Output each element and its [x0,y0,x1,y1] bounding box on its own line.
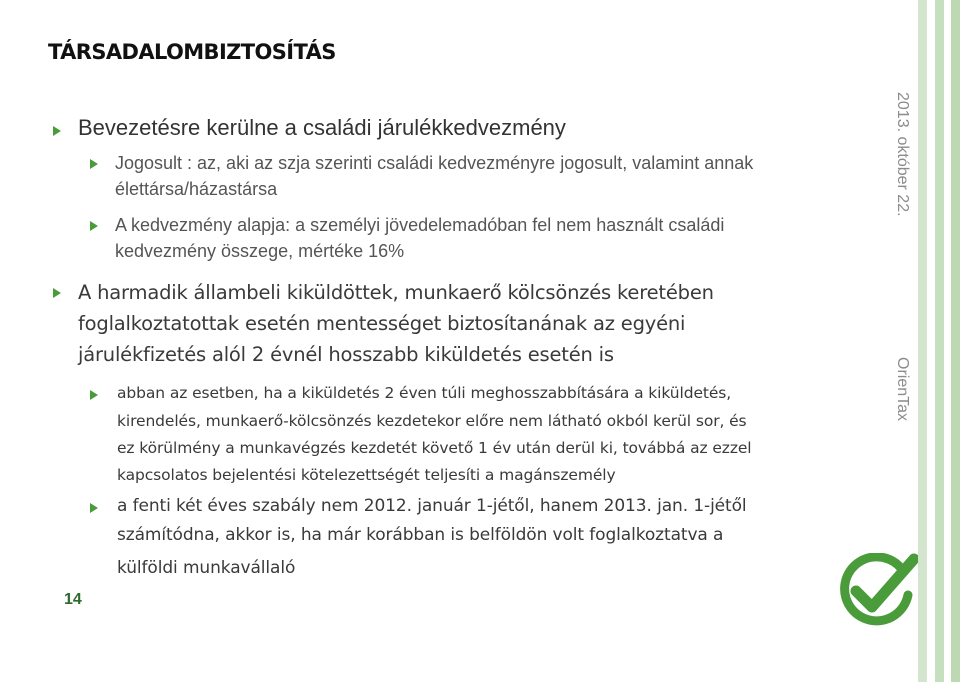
sub-bullet-line: Jogosult : az, aki az szja szerinti családi kedvezményre jogosult, valamint annak [115,153,754,173]
stripe [935,0,944,682]
bullet-marker-icon [53,126,61,136]
bullet-marker-icon [53,288,61,298]
checkmark-logo-icon [838,553,918,629]
bullet-line: foglalkoztatottak esetén mentességet biztosítanának az egyéni [78,312,686,335]
decorative-stripes [918,0,960,682]
bullet-line: járulékfizetés alól 2 évnél hosszabb kiküldetés esetén is [78,343,614,366]
sub-bullet-line: a fenti két éves szabály nem 2012. január 1-jétől, hanem 2013. jan. 1-jétől [117,496,747,516]
bullet-marker-icon [90,503,98,513]
sub-bullet-line: élettársa/házastársa [115,179,278,199]
sub-bullet-line: külföldi munkavállaló [117,558,296,578]
bullet-marker-icon [90,159,98,169]
stripe [951,0,960,682]
date-label: 2013. október 22. [894,92,911,217]
stripe [918,0,927,682]
sub-bullet-line: A kedvezmény alapja: a személyi jövedelemadóban fel nem használt családi [115,215,725,235]
sub-bullet-line: kedvezmény összege, mértéke 16% [115,241,405,261]
bullet-line: A harmadik állambeli kiküldöttek, munkaerő kölcsönzés keretében [78,281,714,304]
bullet-text: Bevezetésre kerülne a családi járulékkedvezmény [78,115,566,140]
sub-bullet-line: kapcsolatos bejelentési kötelezettségét teljesíti a magánszemély [117,466,616,484]
brand-label: OrienTax [894,357,911,422]
sub-bullet-line: ez körülmény a munkavégzés kezdetét követő 1 év után derül ki, továbbá az ezzel [117,439,752,457]
sub-bullet-line: abban az esetben, ha a kiküldetés 2 éven túli meghosszabbítására a kiküldetés, [117,384,732,402]
sub-bullet-line: kirendelés, munkaerő-kölcsönzés kezdetekor előre nem látható okból kerül sor, és [117,412,747,430]
bullet-marker-icon [90,390,98,400]
slide-title: TÁRSADALOMBIZTOSÍTÁS [48,40,336,64]
sub-bullet-line: számítódna, akkor is, ha már korábban is belföldön volt foglalkoztatva a [117,525,724,545]
bullet-marker-icon [90,221,98,231]
page-number: 14 [64,591,82,608]
